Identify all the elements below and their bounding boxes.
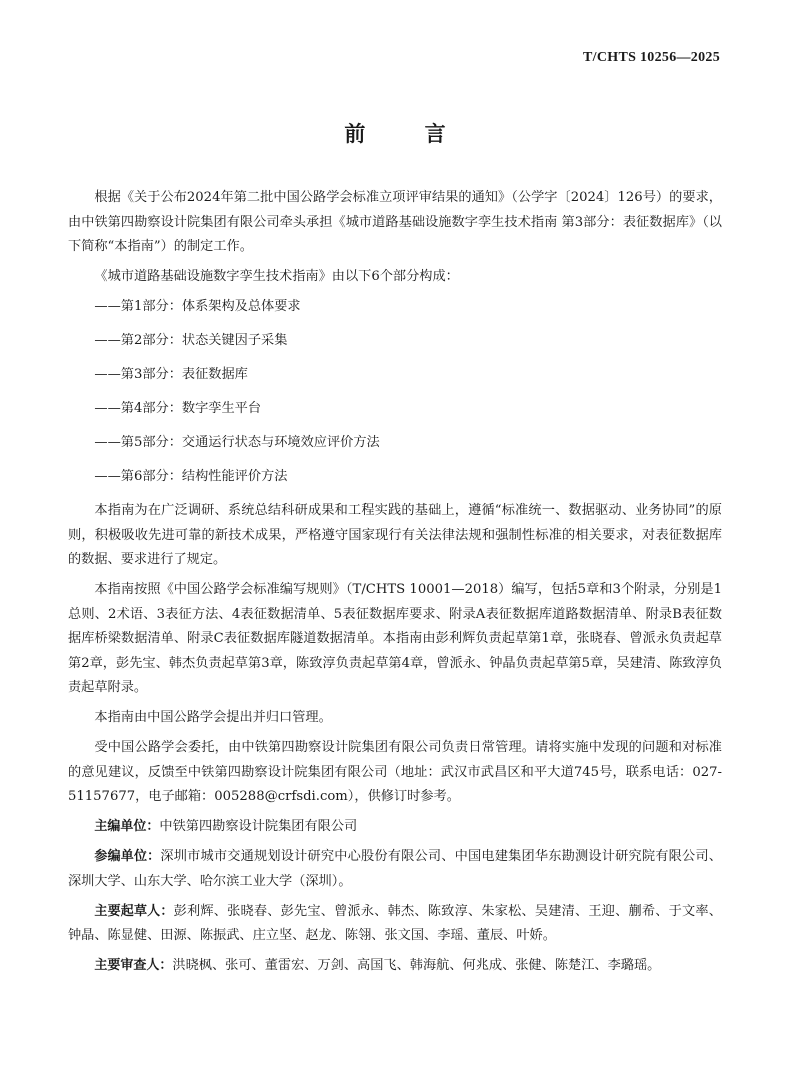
participating-units bbox=[68, 845, 722, 894]
page-title: 前 言 bbox=[344, 122, 472, 146]
paragraph-parts-intro: 《城市道路基础设施数字孪生技术指南》由以下6个部分构成： bbox=[94, 269, 459, 284]
list-item-part-1: ——第1部分：体系架构及总体要求 bbox=[94, 299, 301, 314]
list-item-part-2: ——第2部分：状态关键因子采集 bbox=[94, 333, 288, 348]
paragraph-structure: 本指南按照《中国公路学会标准编写规则》（T/CHTS 10001—2018）编写，包括5章和3个附录，分别是1总则、2术语、3表征方法、4表征数据清单、5表征数据库要求、附录A表征数据库道路数据清单、附录B表征数据库桥梁数据清单、附录C表征数据库隧道数据清单。本指南由彭利辉负责起草第1章，张晓春、曾派永负责起草第2章，彭先宝、韩杰负责起草第3章，陈致淳负责起草第4章，曾派永、钟晶负责起草第5章，吴建清、陈致淳负责起草附录。 bbox=[68, 582, 722, 695]
main-drafters bbox=[68, 900, 722, 949]
paragraph-principles: 本指南为在广泛调研、系统总结科研成果和工程实践的基础上，遵循“标准统一、数据驱动、业务协同”的原则，积极吸收先进可靠的新技术成果，严格遵守国家现行有关法律法规和强制性标准的相关要求，对表征数据库的数据、要求进行了规定。 bbox=[68, 503, 722, 567]
drafters-value: 彭利辉、张晓春、彭先宝、曾派永、韩杰、陈致淳、朱家松、吴建清、王迎、蒯希、于文率、钟晶、陈显健、田源、陈振武、庄立坚、赵龙、陈翎、张文国、李瑶、董辰、叶娇。 bbox=[68, 903, 722, 943]
participating-value: 深圳市城市交通规划设计研究中心股份有限公司、中国电建集团华东勘测设计研究院有限公司、深圳大学、山东大学、哈尔滨工业大学（深圳）。 bbox=[68, 849, 722, 889]
list-item-part-4: ——第4部分：数字孪生平台 bbox=[94, 401, 262, 416]
list-item-part-3: ——第3部分：表征数据库 bbox=[94, 367, 248, 382]
list-item-part-5: ——第5部分：交通运行状态与环境效应评价方法 bbox=[94, 435, 380, 450]
document-body bbox=[68, 186, 722, 984]
participating-label: 参编单位： bbox=[94, 849, 161, 864]
reviewers-value: 洪晓枫、张可、董雷宏、万剑、高国飞、韩海航、何兆成、张健、陈楚江、李璐瑶。 bbox=[172, 958, 661, 973]
paragraph-management: 本指南由中国公路学会提出并归口管理。 bbox=[94, 710, 332, 725]
reviewers-label: 主要审查人： bbox=[94, 958, 173, 973]
standard-code: T/CHTS 10256—2025 bbox=[583, 50, 720, 65]
paragraph-origin: 根据《关于公布2024年第二批中国公路学会标准立项评审结果的通知》（公学字〔2024〕126号）的要求，由中铁第四勘察设计院集团有限公司牵头承担《城市道路基础设施数字孪生技术指南 第3部分：表征数据库》（以下简称“本指南”）的制定工作。 bbox=[68, 190, 722, 254]
chief-unit-label: 主编单位： bbox=[94, 819, 160, 834]
paragraph-feedback: 受中国公路学会委托，由中铁第四勘察设计院集团有限公司负责日常管理。请将实施中发现的问题和对标准的意见建议，反馈至中铁第四勘察设计院集团有限公司（地址：武汉市武昌区和平大道745号，联系电话：027-51157677，电子邮箱：005288@crfsdi.com），供修订时参考。 bbox=[68, 740, 722, 804]
drafters-label: 主要起草人： bbox=[94, 903, 174, 919]
list-item-part-6: ——第6部分：结构性能评价方法 bbox=[94, 469, 288, 484]
chief-unit bbox=[68, 815, 722, 840]
main-reviewers bbox=[68, 954, 722, 979]
chief-unit-value: 中铁第四勘察设计院集团有限公司 bbox=[159, 819, 358, 834]
